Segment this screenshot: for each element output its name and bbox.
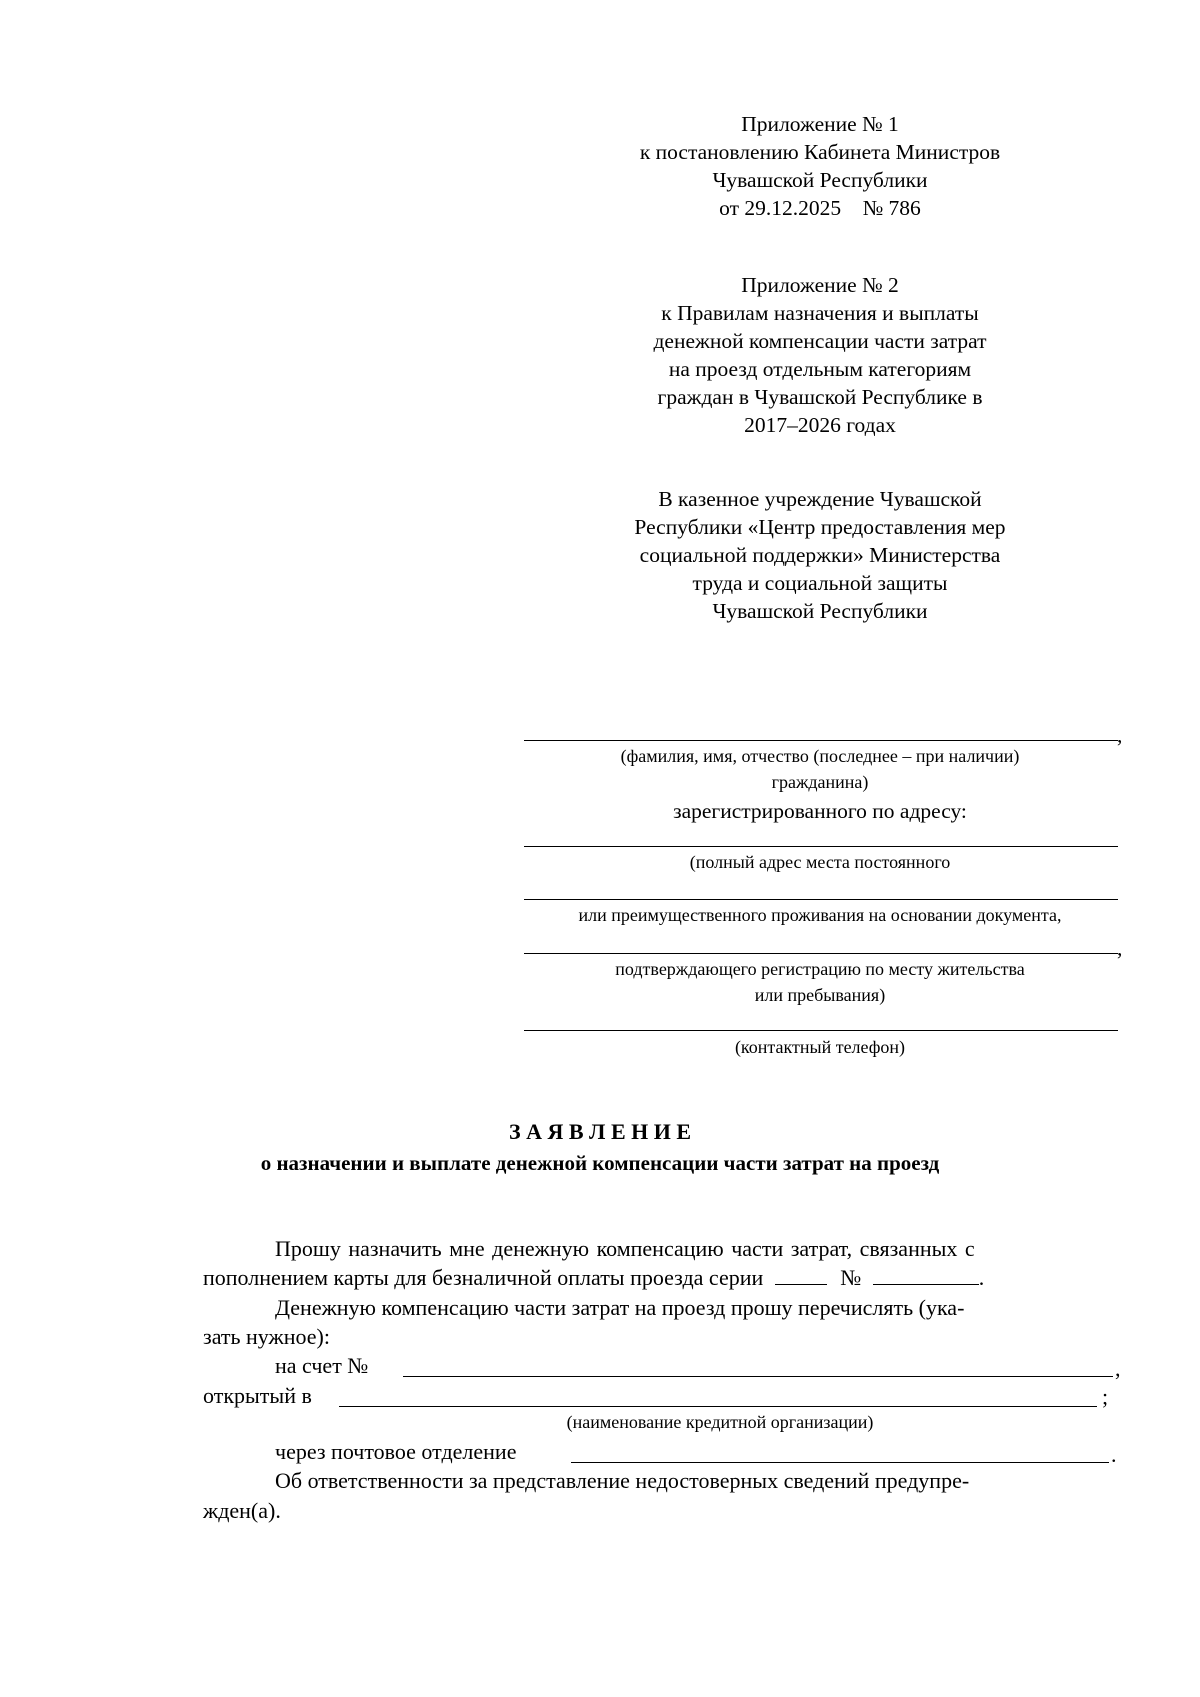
- paragraph-3-line-1: Об ответственности за представление недостоверных сведений предупре-: [275, 1468, 970, 1493]
- appendix-1-line: к постановлению Кабинета Министров: [639, 140, 1001, 164]
- post-label: через почтовое отделение: [275, 1439, 517, 1464]
- address-field-2[interactable]: [524, 899, 1118, 900]
- bank-caption: (наименование кредитной организации): [566, 1412, 874, 1432]
- name-caption: [520, 743, 1120, 795]
- name-caption-line: гражданина): [771, 772, 869, 792]
- appendix-2-line: граждан в Чувашской Республике в: [657, 385, 983, 409]
- bank-semicolon: ;: [1102, 1384, 1109, 1409]
- statement-subtitle: о назначении и выплате денежной компенсации части затрат на проезд: [260, 1151, 940, 1175]
- address-caption-1: (полный адрес места постоянного: [689, 852, 951, 872]
- appendix-2-line: на проезд отдельным категориям: [668, 357, 972, 381]
- addressee-line: В казенное учреждение Чувашской: [658, 487, 982, 511]
- appendix-2-block: [600, 271, 1040, 439]
- appendix-2-line: к Правилам назначения и выплаты: [661, 301, 979, 325]
- addressee-line: Чувашской Республики: [712, 599, 928, 623]
- address-field-3[interactable]: [524, 953, 1118, 954]
- card-period: .: [978, 1265, 985, 1290]
- bank-name-field[interactable]: [339, 1406, 1097, 1407]
- card-series-field[interactable]: [775, 1266, 827, 1285]
- opened-label: открытый в: [203, 1383, 312, 1408]
- appendix-1-date: от 29.12.2025 № 786: [719, 196, 921, 220]
- name-comma: ,: [1117, 723, 1123, 747]
- paragraph-3-line-2: жден(а).: [203, 1498, 281, 1523]
- address-comma: ,: [1117, 936, 1123, 960]
- applicant-name-field[interactable]: [524, 740, 1118, 741]
- card-number-label: №: [840, 1265, 862, 1290]
- appendix-1-line: Чувашской Республики: [712, 168, 928, 192]
- addressee-line: Республики «Центр предоставления мер: [634, 515, 1006, 539]
- address-caption-3: [520, 956, 1120, 1008]
- paragraph-1-line-2: [203, 1264, 1123, 1292]
- address-caption-line: или пребывания): [754, 985, 886, 1005]
- appendix-2-title: Приложение № 2: [741, 273, 899, 297]
- post-period: .: [1111, 1442, 1117, 1467]
- appendix-1-block: [600, 110, 1040, 222]
- phone-caption: (контактный телефон): [734, 1037, 906, 1057]
- addressee-line: социальной поддержки» Министерства: [639, 543, 1001, 567]
- post-office-field[interactable]: [571, 1462, 1109, 1463]
- account-label: на счет №: [275, 1353, 369, 1378]
- address-caption-line: подтверждающего регистрацию по месту жительства: [615, 959, 1025, 979]
- paragraph-2-line-2: зать нужное):: [203, 1324, 330, 1349]
- addressee-block: [580, 485, 1060, 625]
- paragraph-1-line-1: Прошу назначить мне денежную компенсацию части затрат, связанных с: [275, 1236, 975, 1261]
- account-comma: ,: [1115, 1356, 1121, 1381]
- name-caption-line: (фамилия, имя, отчество (последнее – при наличии): [620, 746, 1020, 766]
- card-label: пополнением карты для безналичной оплаты проезда серии: [203, 1265, 764, 1290]
- account-number-field[interactable]: [403, 1376, 1113, 1377]
- registered-label: зарегистрированного по адресу:: [673, 799, 967, 823]
- addressee-line: труда и социальной защиты: [692, 571, 948, 595]
- appendix-2-line: денежной компенсации части затрат: [653, 329, 987, 353]
- address-caption-2: или преимущественного проживания на основании документа,: [578, 905, 1062, 925]
- statement-title: З А Я В Л Е Н И Е: [508, 1119, 692, 1144]
- address-field-1[interactable]: [524, 846, 1118, 847]
- paragraph-2-line-1: Денежную компенсацию части затрат на проезд прошу перечислять (ука-: [275, 1295, 965, 1320]
- card-number-field[interactable]: [873, 1266, 979, 1285]
- appendix-1-title: Приложение № 1: [741, 112, 899, 136]
- phone-field[interactable]: [524, 1030, 1118, 1031]
- appendix-2-line: 2017–2026 годах: [744, 413, 896, 437]
